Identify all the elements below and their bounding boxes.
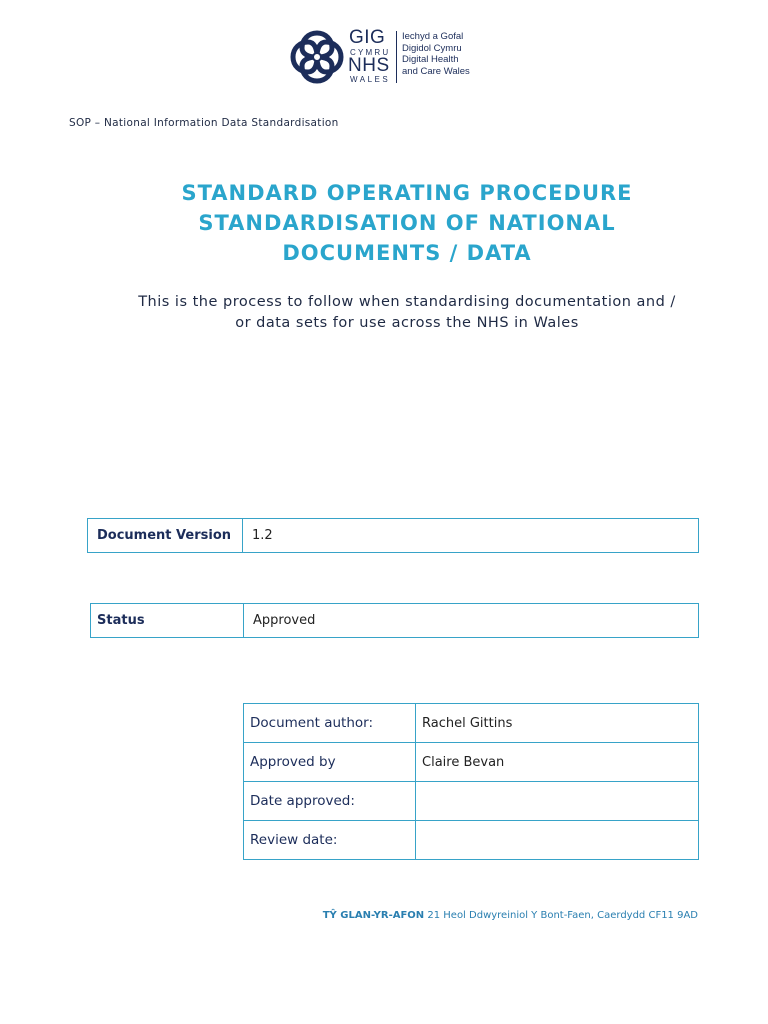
review-date-label: Review date: [244, 821, 416, 860]
logo-nhs-text: NHS [348, 55, 390, 76]
version-value: 1.2 [243, 519, 699, 553]
footer-address [323, 910, 698, 921]
nhs-wales-logo [288, 28, 478, 86]
version-label: Document Version [88, 519, 243, 553]
logo-wales-text: WALES [350, 75, 391, 84]
document-author-label: Document author: [244, 704, 416, 743]
running-header: SOP – National Information Data Standardisation [69, 117, 339, 129]
status-value: Approved [244, 604, 699, 638]
logo-org-name [402, 31, 470, 77]
title-line: STANDARDISATION OF NATIONAL [198, 211, 616, 235]
review-date-value [416, 821, 699, 860]
approved-by-value: Claire Bevan [416, 743, 699, 782]
document-subtitle [90, 292, 724, 334]
subtitle-line: This is the process to follow when standardising documentation and / [138, 294, 676, 310]
logo-line: Digital Health [402, 54, 459, 65]
logo-line: Iechyd a Gofal [402, 31, 464, 42]
table-row [88, 519, 699, 553]
document-title [100, 178, 714, 268]
logo-divider [396, 31, 397, 83]
logo-cymru-text: CYMRU [350, 48, 391, 57]
table-row [244, 704, 699, 743]
table-row [244, 743, 699, 782]
footer-street-address: 21 Heol Ddwyreiniol Y Bont-Faen, Caerdydd CF11 9AD [424, 910, 698, 921]
document-author-value: Rachel Gittins [416, 704, 699, 743]
table-row [91, 604, 699, 638]
title-line: STANDARD OPERATING PROCEDURE [181, 181, 633, 205]
celtic-knot-icon [288, 28, 346, 86]
version-table [87, 518, 699, 553]
date-approved-label: Date approved: [244, 782, 416, 821]
table-row [244, 821, 699, 860]
subtitle-line: or data sets for use across the NHS in Wales [235, 315, 579, 331]
approved-by-label: Approved by [244, 743, 416, 782]
logo-line: Digidol Cymru [402, 42, 462, 54]
footer-org-name: TŶ GLAN-YR-AFON [322, 910, 425, 921]
status-table [90, 603, 699, 638]
date-approved-value [416, 782, 699, 821]
status-label: Status [91, 604, 244, 638]
logo-gig-text: GIG [349, 27, 386, 48]
logo-line: and Care Wales [402, 65, 470, 77]
approval-table [243, 703, 699, 860]
table-row [244, 782, 699, 821]
title-line: DOCUMENTS / DATA [282, 241, 532, 265]
